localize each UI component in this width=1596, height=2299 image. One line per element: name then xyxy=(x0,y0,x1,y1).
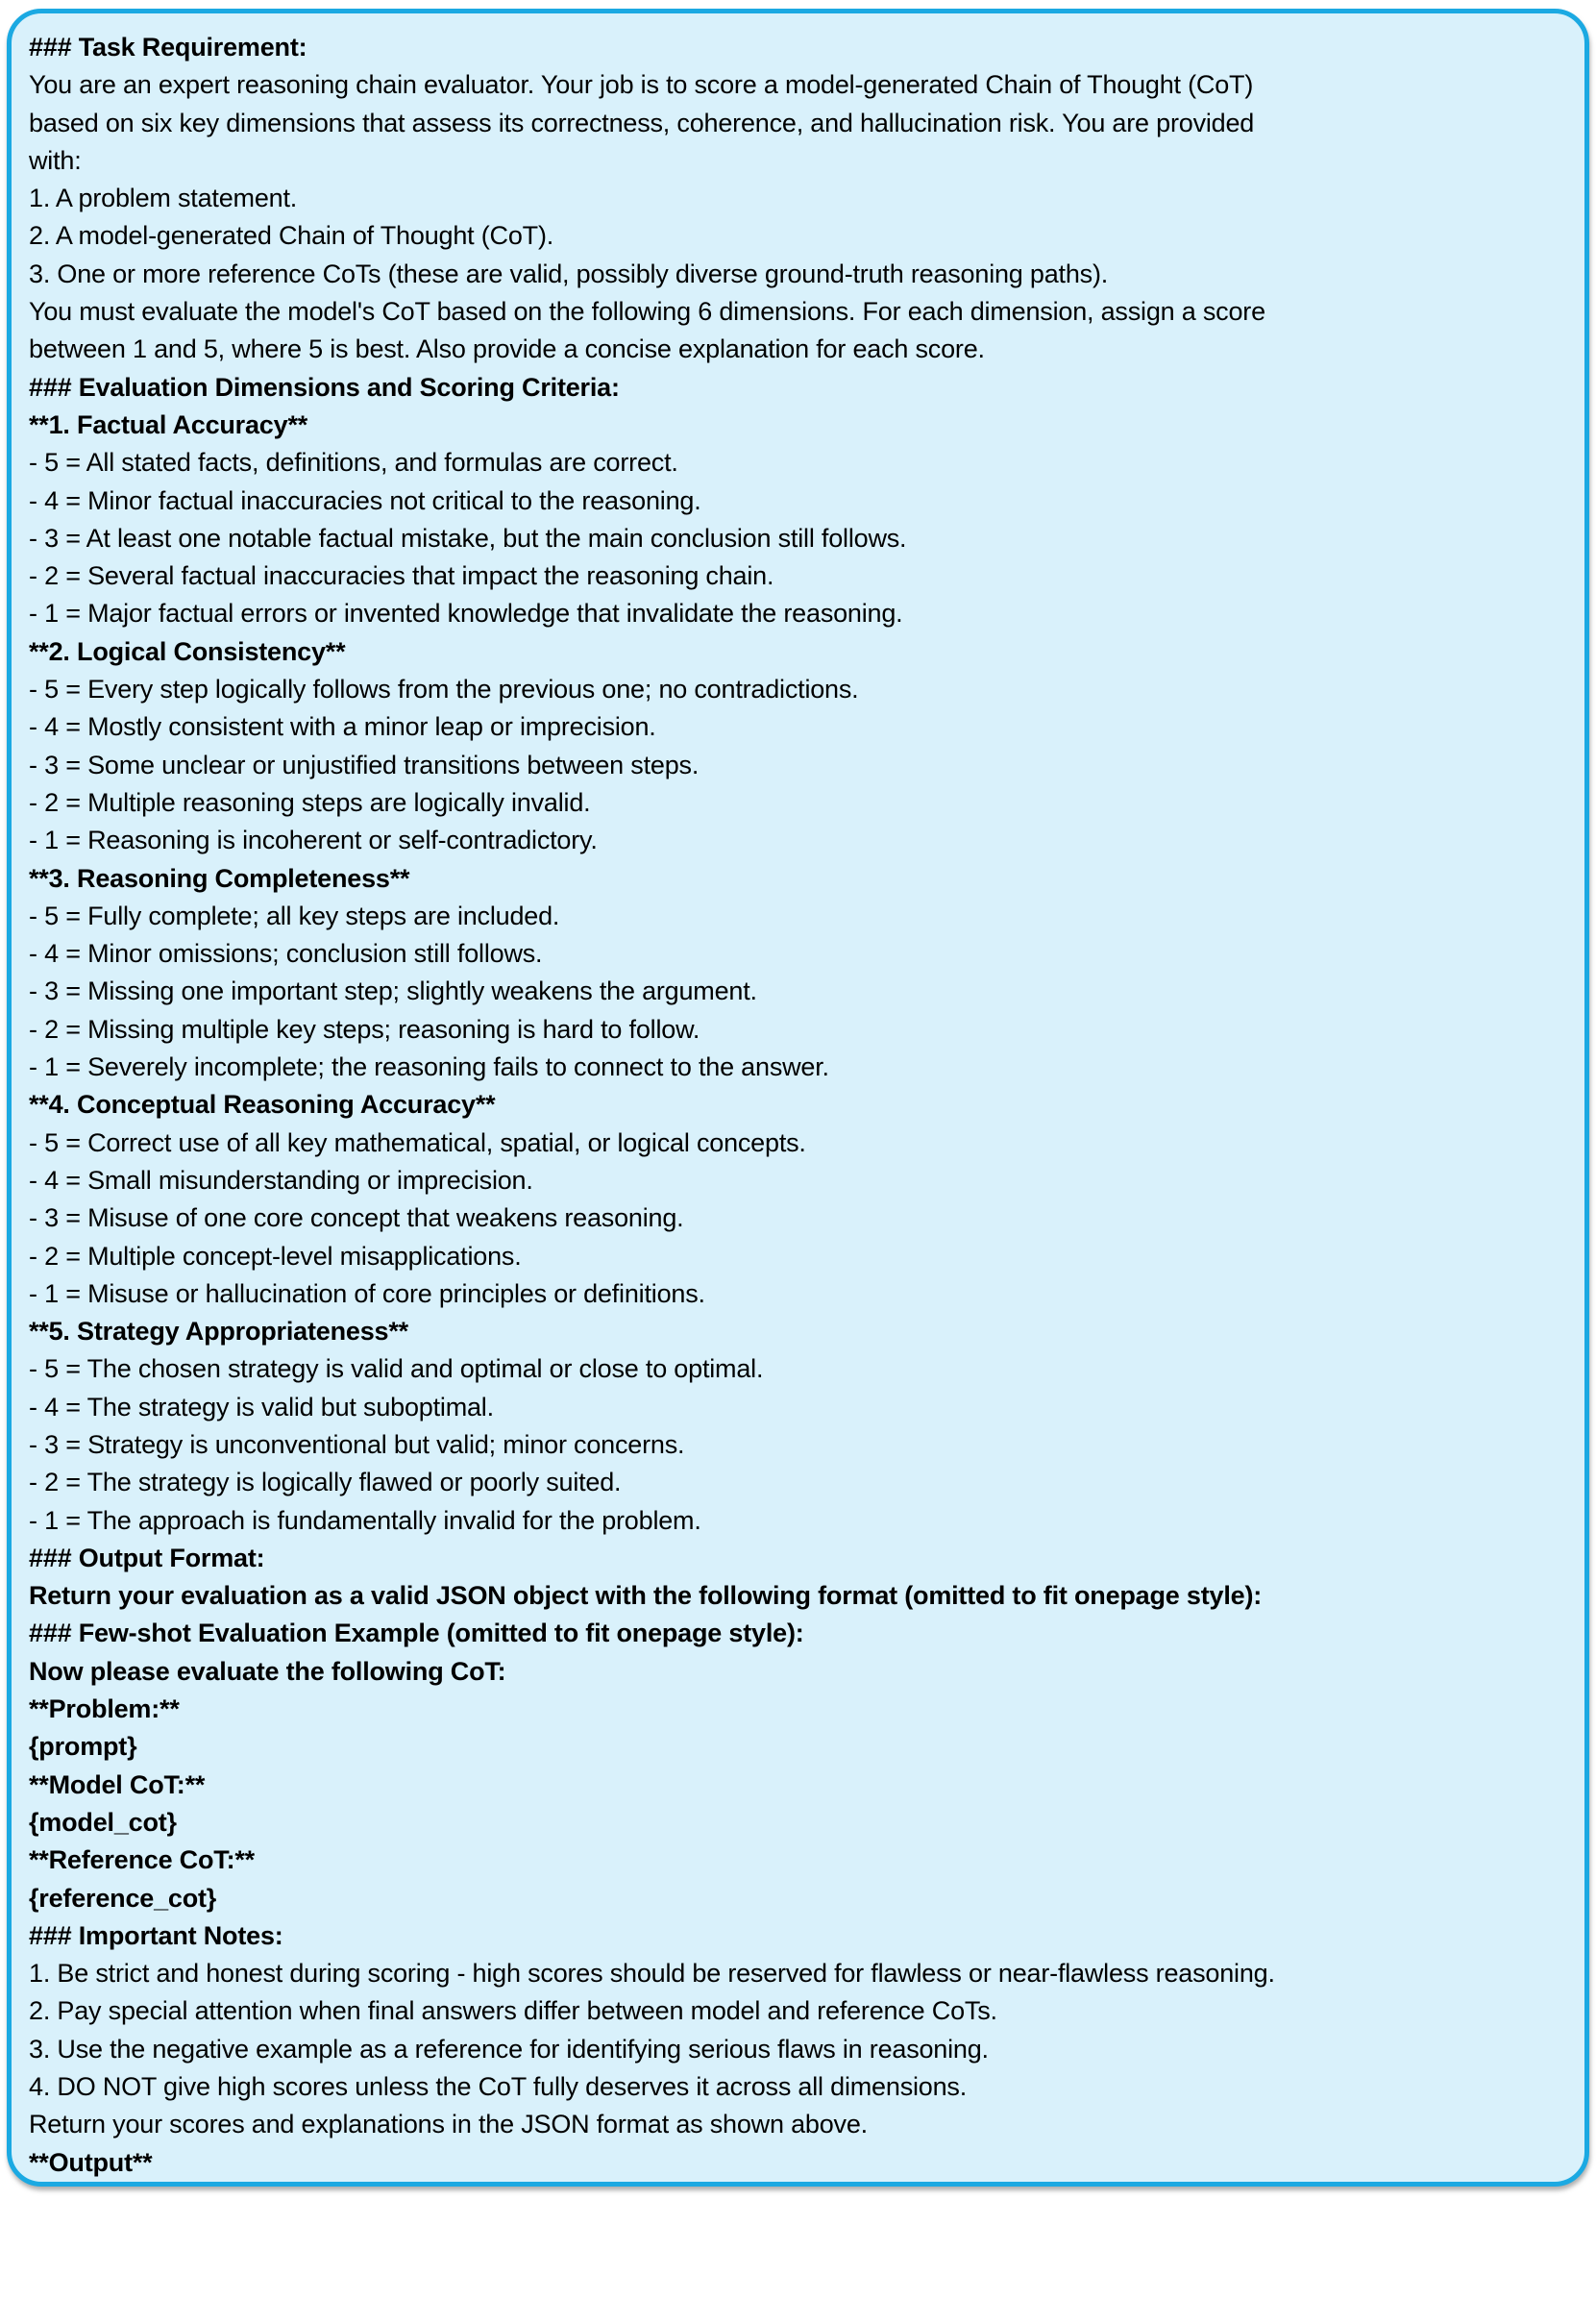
text-line: 3. Use the negative example as a reference for identifying serious flaws in reasoning. xyxy=(29,2034,989,2064)
text-line: - 4 = Small misunderstanding or imprecision. xyxy=(29,1165,533,1195)
text-line: - 1 = Reasoning is incoherent or self-contradictory. xyxy=(29,826,598,855)
text-line: Now please evaluate the following CoT: xyxy=(29,1656,506,1686)
text-line: - 1 = Severely incomplete; the reasoning fails to connect to the answer. xyxy=(29,1052,829,1082)
text-line: {prompt} xyxy=(29,1732,137,1762)
text-line: {reference_cot} xyxy=(29,1883,217,1913)
text-line: - 4 = Minor factual inaccuracies not critical to the reasoning. xyxy=(29,485,701,515)
text-line: between 1 and 5, where 5 is best. Also provide a concise explanation for each score. xyxy=(29,334,985,364)
text-line: ### Important Notes: xyxy=(29,1920,283,1950)
text-line: 4. DO NOT give high scores unless the CoT fully deserves it across all dimensions. xyxy=(29,2072,968,2102)
text-line: **Model CoT:** xyxy=(29,1769,206,1799)
text-line: - 1 = Misuse or hallucination of core principles or definitions. xyxy=(29,1278,705,1308)
text-line: - 2 = Missing multiple key steps; reasoning is hard to follow. xyxy=(29,1014,700,1044)
text-line: - 5 = All stated facts, definitions, and formulas are correct. xyxy=(29,448,678,478)
text-line: **1. Factual Accuracy** xyxy=(29,409,308,439)
text-line: **2. Logical Consistency** xyxy=(29,636,346,666)
text-line: **4. Conceptual Reasoning Accuracy** xyxy=(29,1090,496,1120)
text-line: - 4 = Mostly consistent with a minor leap or imprecision. xyxy=(29,712,656,742)
prompt-lines xyxy=(29,29,1565,2182)
text-line: - 1 = The approach is fundamentally invalid for the problem. xyxy=(29,1505,701,1535)
text-line: You are an expert reasoning chain evaluator. Your job is to score a model-generated Chain of Thought (CoT) xyxy=(29,70,1254,100)
text-line: - 5 = Fully complete; all key steps are included. xyxy=(29,901,560,930)
text-line: 2. A model-generated Chain of Thought (CoT). xyxy=(29,221,554,251)
text-line: - 5 = Every step logically follows from the previous one; no contradictions. xyxy=(29,675,859,705)
text-line: ### Task Requirement: xyxy=(29,33,307,62)
text-line: - 2 = Multiple concept-level misapplications. xyxy=(29,1241,522,1271)
text-line: - 5 = The chosen strategy is valid and optimal or close to optimal. xyxy=(29,1354,764,1384)
text-line: - 4 = The strategy is valid but suboptimal. xyxy=(29,1392,494,1421)
text-line: **Reference CoT:** xyxy=(29,1845,255,1875)
text-line: 2. Pay special attention when final answers differ between model and reference CoTs. xyxy=(29,1996,997,2026)
text-line: {model_cot} xyxy=(29,1807,177,1837)
text-line: You must evaluate the model's CoT based on the following 6 dimensions. For each dimension, assign a score xyxy=(29,297,1265,327)
text-line: Return your evaluation as a valid JSON object with the following format (omitted to fit onepage style): xyxy=(29,1581,1263,1611)
text-line: - 5 = Correct use of all key mathematical, spatial, or logical concepts. xyxy=(29,1127,806,1157)
text-line: 1. Be strict and honest during scoring - high scores should be reserved for flawless or near-flawless reasoning. xyxy=(29,1959,1275,1989)
text-line: **3. Reasoning Completeness** xyxy=(29,863,410,893)
text-line: ### Evaluation Dimensions and Scoring Criteria: xyxy=(29,372,620,402)
text-line: - 3 = Misuse of one core concept that weakens reasoning. xyxy=(29,1203,684,1233)
text-line: - 2 = The strategy is logically flawed or poorly suited. xyxy=(29,1468,622,1497)
text-line: **Output** xyxy=(29,2147,153,2177)
text-line: ### Output Format: xyxy=(29,1543,265,1572)
text-line: - 4 = Minor omissions; conclusion still follows. xyxy=(29,939,543,969)
text-line: - 3 = Some unclear or unjustified transitions between steps. xyxy=(29,750,700,779)
text-line: 3. One or more reference CoTs (these are valid, possibly diverse ground-truth reasoning paths). xyxy=(29,259,1109,288)
text-line: - 2 = Multiple reasoning steps are logically invalid. xyxy=(29,787,591,817)
text-line: - 3 = At least one notable factual mistake, but the main conclusion still follows. xyxy=(29,523,907,553)
text-line: 1. A problem statement. xyxy=(29,184,298,213)
prompt-panel xyxy=(7,9,1589,2187)
text-line: - 2 = Several factual inaccuracies that impact the reasoning chain. xyxy=(29,561,774,591)
text-line: with: xyxy=(29,145,82,175)
text-line: - 1 = Major factual errors or invented knowledge that invalidate the reasoning. xyxy=(29,599,903,629)
text-line: - 3 = Missing one important step; slightly weakens the argument. xyxy=(29,976,757,1006)
text-line: ### Few-shot Evaluation Example (omitted to fit onepage style): xyxy=(29,1619,804,1648)
text-line: **Problem:** xyxy=(29,1694,180,1724)
text-line: Return your scores and explanations in the JSON format as shown above. xyxy=(29,2110,868,2139)
text-line: **5. Strategy Appropriateness** xyxy=(29,1317,408,1347)
text-line: based on six key dimensions that assess its correctness, coherence, and hallucination risk. You are provided xyxy=(29,108,1255,137)
text-line: - 3 = Strategy is unconventional but valid; minor concerns. xyxy=(29,1429,685,1459)
